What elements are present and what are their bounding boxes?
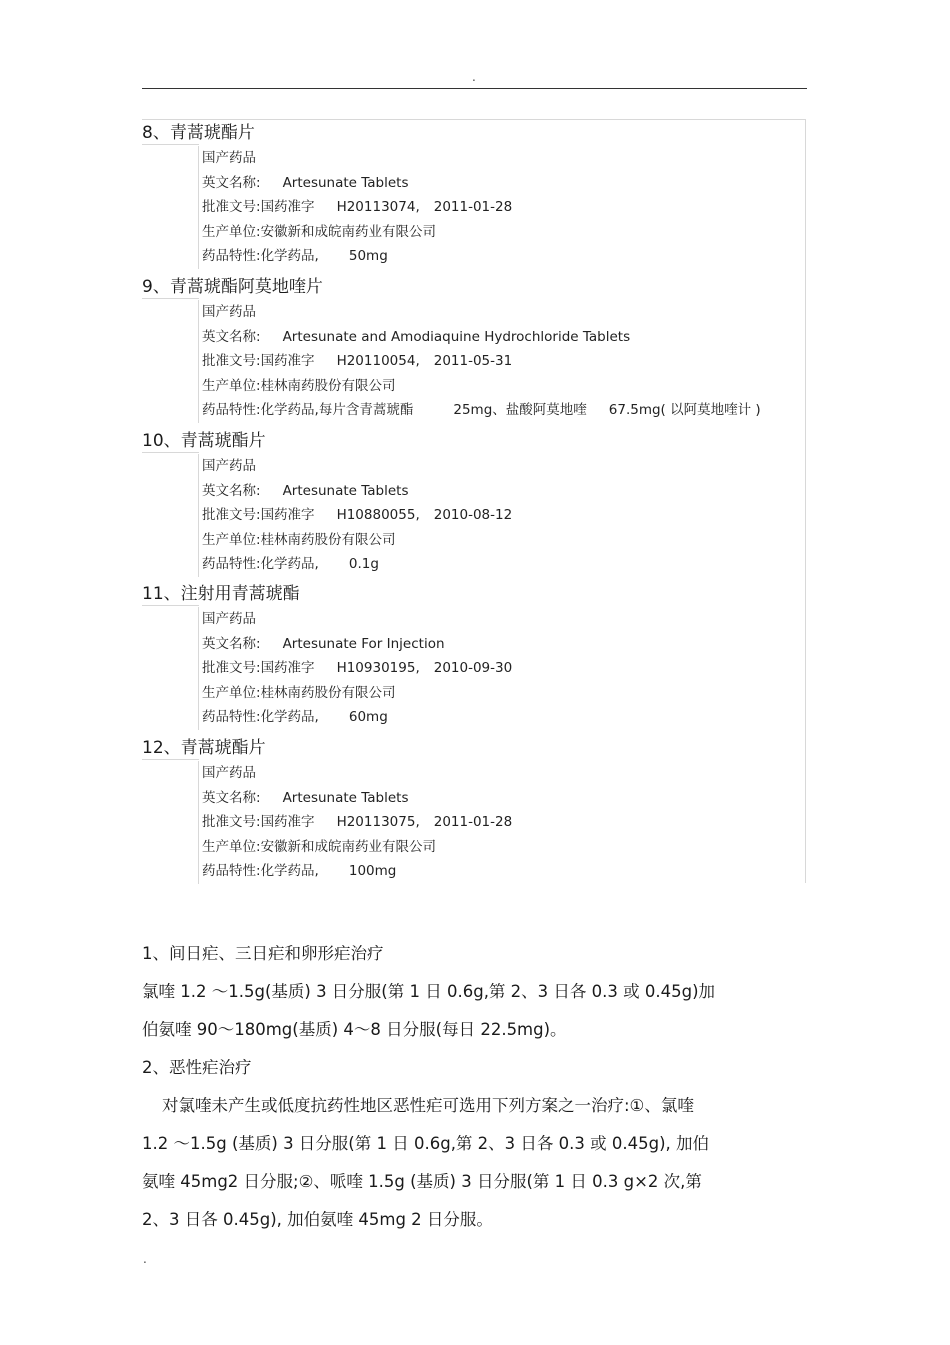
approval-row: 批准文号:国药准字 H10930195, 2010-09-30 — [202, 660, 513, 677]
maker-row — [202, 374, 806, 399]
title-underline — [142, 759, 199, 760]
props-row — [202, 705, 806, 730]
drug-title-text: 11、注射用青蒿琥酯 — [142, 584, 300, 604]
english-name-row — [202, 479, 806, 504]
header-dot: . — [472, 70, 476, 84]
english-value: Artesunate Tablets — [282, 482, 409, 499]
drug-title — [142, 428, 806, 454]
title-underline — [142, 298, 199, 299]
drug-title — [142, 735, 806, 761]
drug-entry-11 — [142, 581, 806, 730]
props-type: 化学药品, — [260, 709, 319, 726]
approval-date: 2010-09-30 — [433, 660, 513, 677]
category-row — [202, 454, 806, 479]
maker-value: 桂林南药股份有限公司 — [260, 377, 396, 394]
maker-row — [202, 220, 806, 245]
footer-dot: . — [143, 1252, 147, 1266]
maker-row — [202, 681, 806, 706]
approval-prefix: 国药准字 — [260, 814, 315, 831]
props-spec: 50mg — [348, 248, 388, 265]
approval-row: 批准文号:国药准字 H20110054, 2011-05-31 — [202, 353, 513, 370]
props-label: 药品特性: — [202, 248, 261, 265]
category-row — [202, 607, 806, 632]
approval-number: H10880055 — [336, 507, 416, 524]
approval-label: 批准文号: — [202, 353, 261, 370]
drug-details — [198, 761, 806, 884]
props-spec: 60mg — [348, 709, 388, 726]
approval-prefix: 国药准字 — [260, 353, 315, 370]
props-label: 药品特性: — [202, 402, 261, 419]
props-row — [202, 244, 806, 269]
drug-title-text: 8、青蒿琥酯片 — [142, 123, 255, 143]
drug-entry-8 — [142, 120, 806, 269]
props-type: 化学药品, — [260, 556, 319, 573]
maker-value: 桂林南药股份有限公司 — [260, 531, 396, 548]
drug-details — [198, 607, 806, 730]
approval-number: H20113074 — [336, 199, 416, 216]
treatment-text — [142, 935, 807, 1239]
english-label: 英文名称: — [202, 482, 261, 499]
paragraph-line: 对氯喹未产生或低度抗药性地区恶性疟可选用下列方案之一治疗:①、氯喹 — [162, 1096, 694, 1115]
drug-list-panel — [142, 119, 806, 883]
drug-details — [198, 300, 806, 423]
title-underline — [142, 144, 199, 145]
props-row — [202, 552, 806, 577]
category-value: 国产药品 — [202, 458, 256, 474]
title-underline — [142, 452, 199, 453]
props-label: 药品特性: — [202, 863, 261, 880]
drug-title — [142, 581, 806, 607]
maker-value: 安徽新和成皖南药业有限公司 — [260, 223, 437, 240]
drug-entry-9 — [142, 274, 806, 423]
paragraph-line: 氯喹 1.2 ～1.5g(基质) 3 日分服(第 1 日 0.6g,第 2、3 日各 0.3 或 0.45g)加 — [142, 982, 716, 1001]
category-value: 国产药品 — [202, 150, 256, 166]
drug-entry-10 — [142, 428, 806, 577]
drug-entry-12 — [142, 735, 806, 884]
title-underline — [142, 605, 199, 606]
english-label: 英文名称: — [202, 635, 261, 652]
section-heading-vivax: 1、间日疟、三日疟和卵形疟治疗 — [142, 944, 384, 963]
approval-row: 批准文号:国药准字 H20113074, 2011-01-28 — [202, 199, 513, 216]
approval-label: 批准文号: — [202, 660, 261, 677]
drug-details — [198, 454, 806, 577]
english-name-row — [202, 325, 806, 350]
category-row — [202, 300, 806, 325]
props-type: 化学药品, — [260, 863, 319, 880]
drug-title — [142, 120, 806, 146]
english-value: Artesunate Tablets — [282, 174, 409, 191]
category-row — [202, 146, 806, 171]
maker-label: 生产单位: — [202, 531, 261, 548]
maker-label: 生产单位: — [202, 223, 261, 240]
approval-prefix: 国药准字 — [260, 507, 315, 524]
paragraph-line: 2、3 日各 0.45g), 加伯氨喹 45mg 2 日分服。 — [142, 1210, 493, 1229]
approval-row: 批准文号:国药准字 H20113075, 2011-01-28 — [202, 814, 513, 831]
props-type: 化学药品, — [260, 248, 319, 265]
drug-title — [142, 274, 806, 300]
english-label: 英文名称: — [202, 328, 261, 345]
props-label: 药品特性: — [202, 556, 261, 573]
maker-row — [202, 528, 806, 553]
approval-number: H20113075 — [336, 814, 416, 831]
props-type: 化学药品,每片含青蒿琥酯 — [260, 402, 414, 419]
approval-row: 批准文号:国药准字 H10880055, 2010-08-12 — [202, 507, 513, 524]
maker-value: 安徽新和成皖南药业有限公司 — [260, 838, 437, 855]
maker-label: 生产单位: — [202, 838, 261, 855]
approval-date: 2011-01-28 — [433, 199, 513, 216]
approval-prefix: 国药准字 — [260, 199, 315, 216]
props-row — [202, 398, 806, 423]
paragraph-line: 氨喹 45mg2 日分服;②、哌喹 1.5g (基质) 3 日分服(第 1 日 0.3 g×2 次,第 — [142, 1172, 702, 1191]
maker-row — [202, 835, 806, 860]
approval-date: 2011-01-28 — [433, 814, 513, 831]
english-label: 英文名称: — [202, 789, 261, 806]
english-name-row — [202, 786, 806, 811]
approval-label: 批准文号: — [202, 199, 261, 216]
paragraph-line: 伯氨喹 90～180mg(基质) 4～8 日分服(每日 22.5mg)。 — [142, 1020, 567, 1039]
category-value: 国产药品 — [202, 611, 256, 627]
english-value: Artesunate Tablets — [282, 789, 409, 806]
props-label: 药品特性: — [202, 709, 261, 726]
english-name-row — [202, 632, 806, 657]
english-label: 英文名称: — [202, 174, 261, 191]
approval-number: H10930195 — [336, 660, 416, 677]
english-value: Artesunate For Injection — [282, 635, 445, 652]
approval-label: 批准文号: — [202, 507, 261, 524]
maker-label: 生产单位: — [202, 684, 261, 701]
approval-number: H20110054 — [336, 353, 416, 370]
approval-label: 批准文号: — [202, 814, 261, 831]
props-spec: 0.1g — [348, 556, 379, 573]
english-value: Artesunate and Amodiaquine Hydrochloride Tablets — [282, 328, 631, 345]
props-spec: 100mg — [348, 863, 397, 880]
approval-prefix: 国药准字 — [260, 660, 315, 677]
props-extra: 67.5mg( 以阿莫地喹计 ) — [608, 402, 761, 419]
drug-title-text: 9、青蒿琥酯阿莫地喹片 — [142, 277, 323, 297]
approval-date: 2010-08-12 — [433, 507, 513, 524]
drug-title-text: 10、青蒿琥酯片 — [142, 431, 266, 451]
maker-label: 生产单位: — [202, 377, 261, 394]
paragraph-line: 1.2 ～1.5g (基质) 3 日分服(第 1 日 0.6g,第 2、3 日各 0.3 或 0.45g), 加伯 — [142, 1134, 710, 1153]
props-row — [202, 859, 806, 884]
category-value: 国产药品 — [202, 304, 256, 320]
approval-date: 2011-05-31 — [433, 353, 513, 370]
drug-details — [198, 146, 806, 269]
category-value: 国产药品 — [202, 765, 256, 781]
props-spec: 25mg、盐酸阿莫地喹 — [453, 402, 587, 419]
english-name-row — [202, 171, 806, 196]
maker-value: 桂林南药股份有限公司 — [260, 684, 396, 701]
section-heading-falciparum: 2、恶性疟治疗 — [142, 1058, 252, 1077]
category-row — [202, 761, 806, 786]
header-rule — [142, 88, 807, 89]
drug-title-text: 12、青蒿琥酯片 — [142, 738, 266, 758]
